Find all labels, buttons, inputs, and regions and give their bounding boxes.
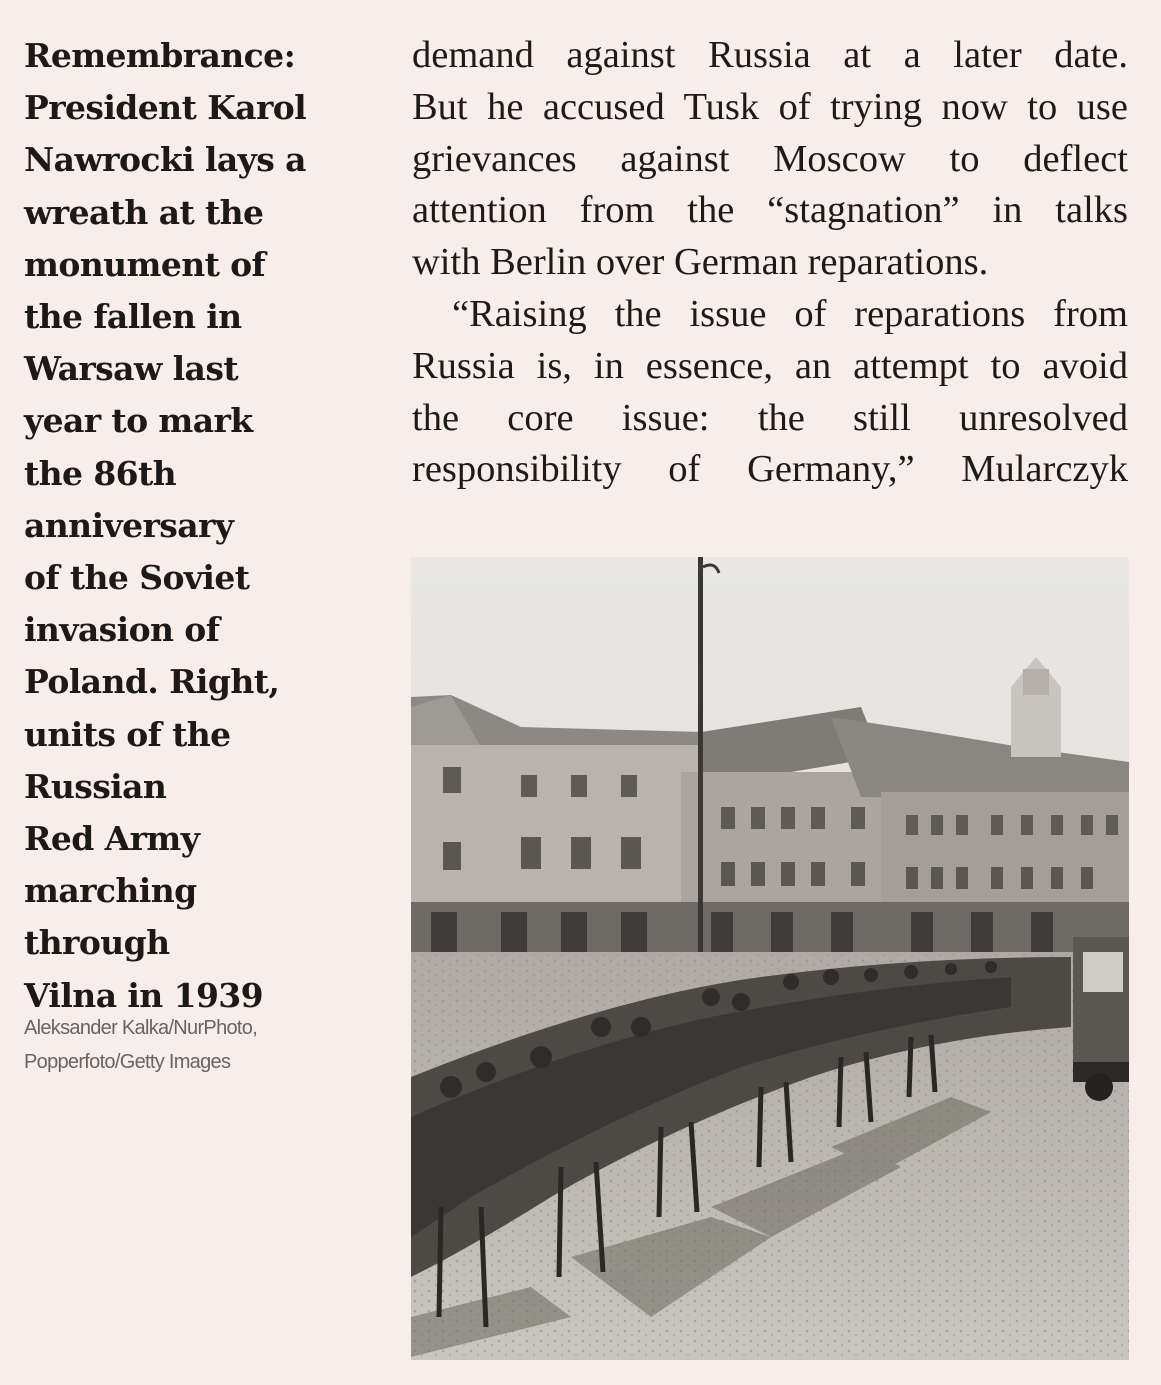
article-line: responsibility of Germany,” Mularczyk — [412, 448, 1128, 491]
caption-line: the 86th — [24, 453, 177, 493]
caption-line: Nawrocki lays a — [24, 140, 306, 180]
caption-line: year to mark — [24, 401, 253, 441]
caption-line: wreath at the — [24, 192, 264, 232]
caption-line: Vilna in 1939 — [24, 975, 264, 1015]
caption-line: of the Soviet — [24, 558, 250, 598]
caption-line: Poland. Right, — [24, 662, 280, 702]
photo-credit — [24, 1011, 384, 1079]
credit-line: Aleksander Kalka/NurPhoto, — [24, 1017, 258, 1039]
article-line: But he accused Tusk of trying now to use — [412, 85, 1128, 128]
caption-line: Remembrance: — [24, 36, 296, 75]
caption-line: monument of — [24, 244, 266, 284]
caption-line: units of the — [24, 714, 231, 754]
photo-illustration — [411, 557, 1129, 1360]
article-line: “Raising the issue of reparations from — [452, 292, 1128, 335]
article-body — [412, 30, 1128, 496]
caption-line: Warsaw last — [24, 349, 238, 389]
lamp-post — [698, 557, 703, 1007]
caption-line: Russian — [24, 766, 167, 806]
article-line: Russia is, in essence, an attempt to avoid — [412, 344, 1128, 387]
photo-caption — [24, 30, 374, 1022]
caption-line: marching — [24, 871, 197, 911]
caption-line: anniversary — [24, 505, 234, 545]
credit-line: Popperfoto/Getty Images — [24, 1051, 231, 1073]
caption-line: Red Army — [24, 819, 200, 859]
caption-line: invasion of — [24, 610, 220, 650]
article-line: demand against Russia at a later date. — [412, 34, 1128, 76]
article-line: with Berlin over German reparations. — [412, 241, 989, 284]
caption-line: through — [24, 923, 170, 963]
caption-line: President Karol — [24, 88, 307, 128]
historical-photo — [411, 557, 1129, 1360]
truck — [1073, 937, 1129, 1101]
caption-line: the fallen in — [24, 297, 242, 337]
article-line: grievances against Moscow to deflect — [412, 137, 1128, 180]
article-line: the core issue: the still unresolved — [412, 396, 1128, 439]
article-line: attention from the “stagnation” in talks — [412, 189, 1128, 232]
